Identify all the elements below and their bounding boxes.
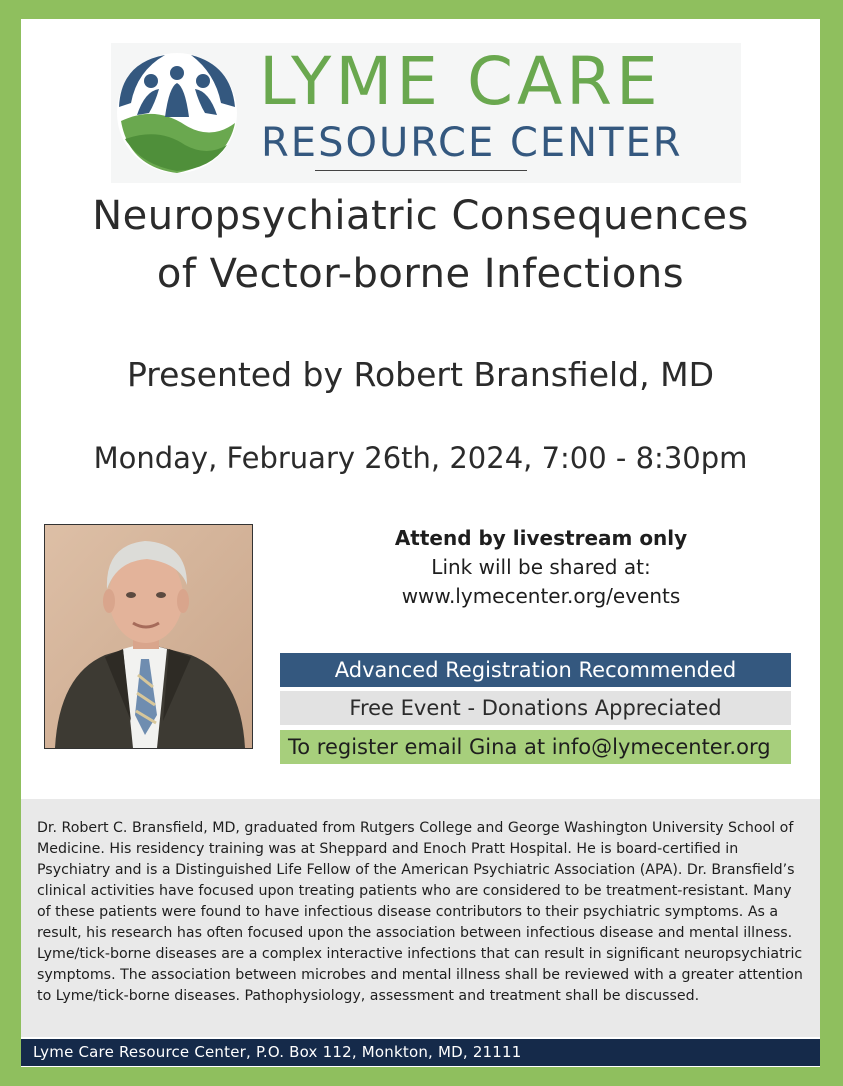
lyme-care-logo-icon <box>115 51 239 175</box>
presenter-bio <box>21 799 820 1037</box>
divider <box>315 170 527 171</box>
flyer-page <box>21 19 820 1067</box>
attendance-info <box>311 524 771 611</box>
event-title <box>21 187 820 303</box>
events-link[interactable]: www.lymecenter.org/events <box>401 584 681 608</box>
presenter-line: Presented by Robert Bransfield, MD <box>126 355 714 394</box>
presenter-portrait-image <box>45 525 252 748</box>
logo <box>111 43 741 183</box>
presenter-bio-text: Dr. Robert C. Bransfield, MD, graduated from Rutgers College and George Washington University School of Medicine. His residency training was at Sheppard and Enoch Pratt Hospital. He is board-certified in Psychiatry and is a Distinguished Life Fellow of the American Psychiatric Association (APA). Dr. Bransfield’s clinical activities have focused upon treating patients who are considered to be treatment-resistant. Many of these patients were found to have infectious disease contributors to their psychiatric symptoms. As a result, his research has often focused upon the association between infectious disease and mental illness. Lyme/tick-borne diseases are a complex interactive infections that can result in significant neuropsychiatric symptoms. The association between microbes and mental illness shall be reviewed with a greater attention to Lyme/tick-borne diseases. Pathophysiology, assessment and treatment shall be discussed. <box>37 820 803 1004</box>
attendance-link-note: Link will be shared at: <box>431 555 651 579</box>
logo-line-lyme-care: LYME CARE <box>259 43 662 120</box>
event-date: Monday, February 26th, 2024, 7:00 - 8:30pm <box>93 441 748 475</box>
event-title-line-1: Neuropsychiatric Consequences <box>92 193 749 239</box>
logo-line-resource-center: RESOURCE CENTER <box>261 120 683 166</box>
footer-address: Lyme Care Resource Center, P.O. Box 112, Monkton, MD, 21111 <box>21 1039 820 1066</box>
event-title-line-2: of Vector-borne Infections <box>156 251 685 297</box>
presenter-photo <box>44 524 253 749</box>
register-email-banner[interactable]: To register email Gina at info@lymecenter.org <box>280 730 791 764</box>
registration-recommended-banner: Advanced Registration Recommended <box>280 653 791 687</box>
attendance-heading: Attend by livestream only <box>394 526 688 550</box>
free-event-banner: Free Event - Donations Appreciated <box>280 691 791 725</box>
